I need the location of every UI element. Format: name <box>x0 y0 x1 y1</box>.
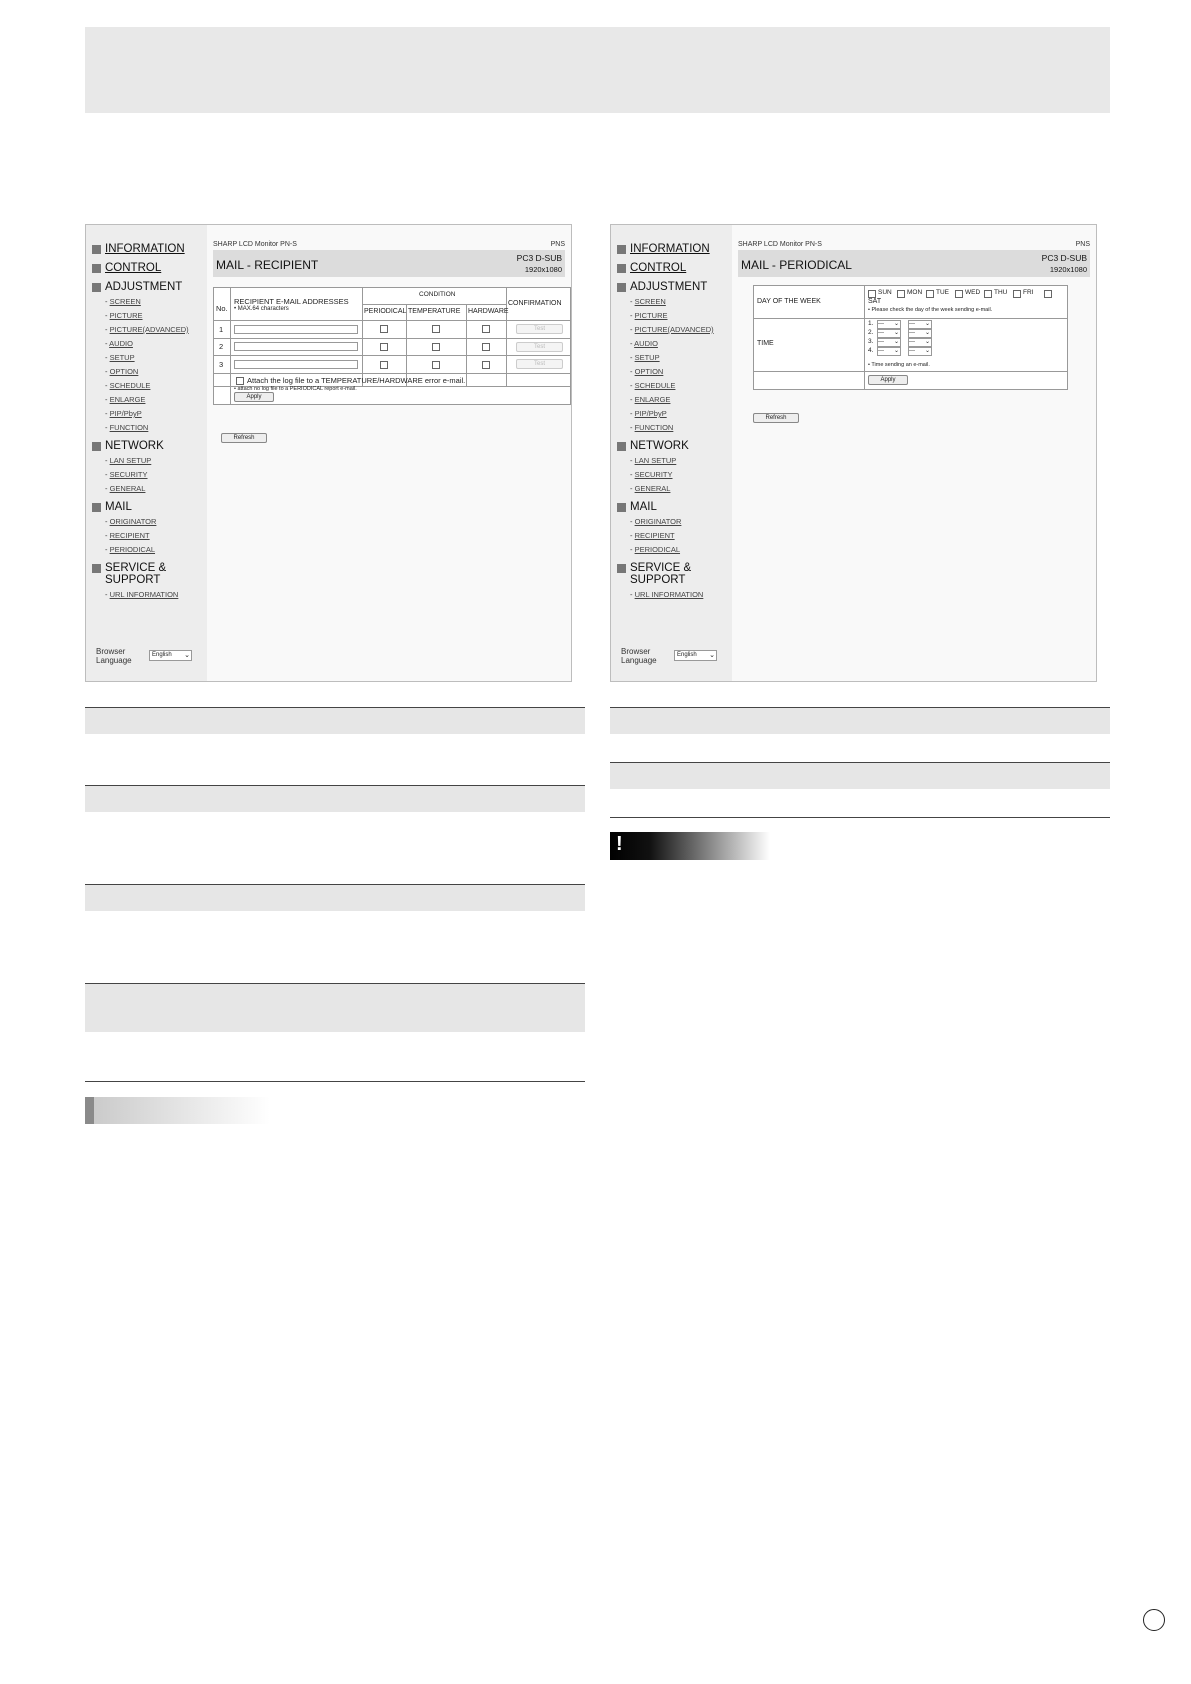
sidebar-item-link[interactable]: ENLARGE <box>109 395 146 404</box>
sidebar-item[interactable]: - LAN SETUP <box>105 456 152 465</box>
sidebar-item[interactable]: - ENLARGE <box>630 395 671 404</box>
sidebar-section <box>617 501 729 513</box>
chevron-down-icon: ⌄ <box>893 339 899 345</box>
sidebar-item[interactable]: - PICTURE(ADVANCED) <box>105 325 189 334</box>
sidebar-item-link[interactable]: LAN SETUP <box>634 456 677 465</box>
sidebar-item[interactable]: - SECURITY <box>105 470 148 479</box>
sidebar-item-link[interactable]: RECIPIENT <box>634 531 675 540</box>
square-bullet-icon <box>617 564 626 573</box>
col-temperature: TEMPERATURE <box>408 308 461 315</box>
sidebar-item[interactable]: - GENERAL <box>630 484 671 493</box>
row-number: 2 <box>219 342 224 351</box>
section-band <box>610 763 1110 789</box>
apply-button[interactable]: Apply <box>234 392 274 402</box>
sidebar-item[interactable]: - SETUP <box>630 353 660 362</box>
model-name: SHARP LCD Monitor PN-S <box>738 241 822 248</box>
sidebar-item[interactable]: - OPTION <box>630 367 664 376</box>
periodical-screenshot <box>610 224 1097 682</box>
square-bullet-icon <box>617 264 626 273</box>
sidebar-item[interactable]: - ORIGINATOR <box>630 517 682 526</box>
section-rule <box>85 1081 585 1082</box>
recipient-address-input[interactable] <box>234 360 358 369</box>
model-short: PNS <box>550 241 565 248</box>
sidebar-section[interactable] <box>92 262 204 274</box>
attach-log-label: Attach the log file to a TEMPERATURE/HARDWARE error e-mail. <box>247 376 466 385</box>
sidebar-section <box>92 440 204 452</box>
browser-language-label: Browser Language <box>96 647 132 665</box>
sidebar-item-link[interactable]: PIP/PbyP <box>634 409 667 418</box>
day-sat-label: SAT <box>868 298 882 305</box>
model-name: SHARP LCD Monitor PN-S <box>213 241 297 248</box>
sidebar-item[interactable]: - SCREEN <box>630 297 666 306</box>
time-row-number: 3. <box>868 338 874 345</box>
row-number: 1 <box>219 325 224 334</box>
sidebar-item[interactable]: - RECIPIENT <box>105 531 150 540</box>
sidebar-section-label[interactable]: CONTROL <box>630 262 687 274</box>
sidebar-item-link[interactable]: OPTION <box>634 367 664 376</box>
sidebar-section <box>92 562 204 586</box>
hardware-checkbox[interactable] <box>482 325 490 333</box>
apply-button[interactable]: Apply <box>868 375 908 385</box>
recipient-table <box>213 287 571 405</box>
day-checkbox[interactable] <box>926 290 934 298</box>
col-confirmation: CONFIRMATION <box>508 300 562 307</box>
sidebar-item-link[interactable]: URL INFORMATION <box>109 590 179 599</box>
sidebar-item-link[interactable]: AUDIO <box>634 339 658 348</box>
input-label: PC3 D-SUB <box>516 253 562 263</box>
square-bullet-icon <box>92 442 101 451</box>
sidebar-item-link[interactable]: SETUP <box>634 353 660 362</box>
exclamation-icon: ! <box>616 833 623 855</box>
hour-select[interactable]: --- ⌄ <box>878 330 899 336</box>
sidebar-item[interactable]: - FUNCTION <box>630 423 674 432</box>
sidebar-item-link[interactable]: PICTURE(ADVANCED) <box>634 325 714 334</box>
day-label: FRI <box>1023 289 1034 296</box>
periodical-checkbox[interactable] <box>380 325 388 333</box>
chevron-down-icon: ⌄ <box>924 339 930 345</box>
hardware-checkbox[interactable] <box>482 361 490 369</box>
minute-select[interactable]: --- ⌄ <box>909 330 930 336</box>
sidebar-item-link[interactable]: OPTION <box>109 367 139 376</box>
time-label: TIME <box>757 340 774 347</box>
day-label: MON <box>907 289 923 296</box>
sidebar-item[interactable]: - AUDIO <box>630 339 658 348</box>
sidebar-section-label[interactable]: CONTROL <box>105 262 162 274</box>
resolution-label: 1920x1080 <box>524 265 562 274</box>
refresh-button[interactable]: Refresh <box>753 413 799 423</box>
hour-select[interactable]: --- ⌄ <box>878 339 899 345</box>
chevron-down-icon: ⌄ <box>924 348 930 354</box>
sidebar-item[interactable]: - LAN SETUP <box>630 456 677 465</box>
sidebar-item-link[interactable]: SETUP <box>109 353 135 362</box>
sidebar-item-link[interactable]: URL INFORMATION <box>634 590 704 599</box>
sidebar-item[interactable]: - URL INFORMATION <box>630 590 704 599</box>
chevron-down-icon: ⌄ <box>924 321 930 327</box>
temperature-checkbox[interactable] <box>432 343 440 351</box>
sidebar-nav <box>617 243 729 600</box>
square-bullet-icon <box>92 283 101 292</box>
chevron-down-icon: ⌄ <box>924 330 930 336</box>
day-checkbox[interactable] <box>868 290 876 298</box>
col-no: No. <box>216 304 228 313</box>
sidebar <box>611 225 732 681</box>
sidebar-section[interactable] <box>617 243 729 255</box>
note-header-band <box>85 1097 270 1124</box>
sidebar-section-label: NETWORK <box>630 440 689 452</box>
day-label: TUE <box>936 289 949 296</box>
periodical-main <box>732 225 1096 681</box>
minute-select[interactable]: --- ⌄ <box>909 339 930 345</box>
section-band <box>610 708 1110 734</box>
col-condition: CONDITION <box>419 291 456 298</box>
sidebar-item-link[interactable]: FUNCTION <box>109 423 149 432</box>
sidebar-item-link[interactable]: PIP/PbyP <box>109 409 142 418</box>
hour-select[interactable]: --- ⌄ <box>878 321 899 327</box>
sidebar-item-link[interactable]: PERIODICAL <box>109 545 156 554</box>
sidebar-item[interactable]: - SCHEDULE <box>105 381 151 390</box>
sidebar-item[interactable]: - FUNCTION <box>105 423 149 432</box>
sidebar-section <box>617 562 729 586</box>
chevron-down-icon: ⌄ <box>184 652 190 659</box>
page-title-bar <box>738 250 1090 277</box>
sidebar-item[interactable]: - SCREEN <box>105 297 141 306</box>
sidebar-section-label: MAIL <box>105 501 132 513</box>
temperature-checkbox[interactable] <box>432 325 440 333</box>
sidebar-item-link[interactable]: ORIGINATOR <box>109 517 157 526</box>
col-hardware: HARDWARE <box>468 308 509 315</box>
day-note: • Please check the day of the week sending e-mail. <box>868 307 993 313</box>
sidebar-item[interactable]: - ORIGINATOR <box>105 517 157 526</box>
sidebar-item-link[interactable]: SCHEDULE <box>109 381 151 390</box>
chevron-down-icon: ⌄ <box>893 348 899 354</box>
refresh-button[interactable]: Refresh <box>221 433 267 443</box>
sidebar-section-label: ADJUSTMENT <box>630 281 708 293</box>
sidebar-item[interactable]: - RECIPIENT <box>630 531 675 540</box>
resolution-label: 1920x1080 <box>1049 265 1087 274</box>
col-addresses-note: • MAX.64 characters <box>234 306 289 312</box>
test-button[interactable]: Test <box>516 324 563 334</box>
sidebar <box>86 225 207 681</box>
sidebar-item[interactable]: - URL INFORMATION <box>105 590 179 599</box>
sidebar-item[interactable]: - SECURITY <box>630 470 673 479</box>
sidebar-section <box>617 440 729 452</box>
sidebar-item-link[interactable]: GENERAL <box>109 484 146 493</box>
sidebar-section-label[interactable]: INFORMATION <box>630 243 710 255</box>
time-row-number: 1. <box>868 320 874 327</box>
day-of-week-label: DAY OF THE WEEK <box>757 298 821 305</box>
language-select[interactable]: English ⌄ <box>149 650 192 661</box>
recipient-screenshot <box>85 224 572 682</box>
square-bullet-icon <box>617 245 626 254</box>
minute-select[interactable]: --- ⌄ <box>909 348 930 354</box>
sidebar-section-label: SERVICE & SUPPORT <box>105 562 167 586</box>
col-addresses: RECIPIENT E-MAIL ADDRESSES <box>234 297 349 306</box>
sidebar-item-link[interactable]: SECURITY <box>109 470 148 479</box>
section-rule <box>610 817 1110 818</box>
sidebar-section-label: SERVICE & SUPPORT <box>630 562 692 586</box>
col-periodical: PERIODICAL <box>364 308 407 315</box>
sidebar-item[interactable]: - PIP/PbyP <box>630 409 667 418</box>
chevron-down-icon: ⌄ <box>709 652 715 659</box>
page-title-bar <box>213 250 565 277</box>
browser-language-label: Browser Language <box>621 647 657 665</box>
sidebar-item-link[interactable]: GENERAL <box>634 484 671 493</box>
recipient-address-input[interactable] <box>234 325 358 334</box>
sidebar-item-link[interactable]: PICTURE(ADVANCED) <box>109 325 189 334</box>
periodical-checkbox[interactable] <box>380 361 388 369</box>
caution-header-band <box>610 832 770 860</box>
sidebar-section[interactable] <box>92 243 204 255</box>
day-checkboxes <box>868 289 1064 298</box>
sidebar-item[interactable]: - ENLARGE <box>105 395 146 404</box>
sidebar-section-label: MAIL <box>630 501 657 513</box>
day-label: WED <box>965 289 981 296</box>
chevron-down-icon: ⌄ <box>893 330 899 336</box>
time-note: • Time sending an e-mail. <box>868 362 930 368</box>
model-short: PNS <box>1075 241 1090 248</box>
section-band <box>85 984 585 1032</box>
section-band <box>85 786 585 812</box>
sidebar-item-link[interactable]: SECURITY <box>634 470 673 479</box>
test-button[interactable]: Test <box>516 342 563 352</box>
square-bullet-icon <box>92 564 101 573</box>
sidebar-item[interactable]: - AUDIO <box>105 339 133 348</box>
chevron-down-icon: ⌄ <box>893 321 899 327</box>
recipient-address-input[interactable] <box>234 342 358 351</box>
square-bullet-icon <box>92 264 101 273</box>
sidebar-item-link[interactable]: ORIGINATOR <box>634 517 682 526</box>
input-label: PC3 D-SUB <box>1041 253 1087 263</box>
attach-log-checkbox[interactable] <box>236 377 244 385</box>
row-number: 3 <box>219 360 224 369</box>
periodical-table <box>753 285 1068 390</box>
square-bullet-icon <box>617 442 626 451</box>
sidebar-item[interactable]: - PERIODICAL <box>105 545 156 554</box>
day-checkbox[interactable] <box>1044 290 1052 298</box>
section-band <box>85 885 585 911</box>
sidebar-item-link[interactable]: PICTURE <box>634 311 668 320</box>
sidebar-item-link[interactable]: FUNCTION <box>634 423 674 432</box>
sidebar-item-link[interactable]: SCREEN <box>109 297 141 306</box>
sidebar-section-label: NETWORK <box>105 440 164 452</box>
sidebar-item-link[interactable]: LAN SETUP <box>109 456 152 465</box>
square-bullet-icon <box>617 503 626 512</box>
hardware-checkbox[interactable] <box>482 343 490 351</box>
day-checkbox[interactable] <box>955 290 963 298</box>
page-title: MAIL - RECIPIENT <box>216 258 319 272</box>
page-marker-circle <box>1143 1609 1165 1631</box>
sidebar-item-link[interactable]: PERIODICAL <box>634 545 681 554</box>
recipient-main <box>207 225 571 681</box>
sidebar-section-label: ADJUSTMENT <box>105 281 183 293</box>
header-band <box>85 27 1110 113</box>
day-checkbox[interactable] <box>984 290 992 298</box>
sidebar-item-link[interactable]: SCHEDULE <box>634 381 676 390</box>
sidebar-item-link[interactable]: ENLARGE <box>634 395 671 404</box>
sidebar-item[interactable]: - PICTURE(ADVANCED) <box>630 325 714 334</box>
sidebar-section <box>92 281 204 293</box>
page-title: MAIL - PERIODICAL <box>741 258 852 272</box>
minute-select[interactable]: --- ⌄ <box>909 321 930 327</box>
time-selectors <box>868 320 948 360</box>
sidebar-section[interactable] <box>617 262 729 274</box>
sidebar-item[interactable]: - PIP/PbyP <box>105 409 142 418</box>
temperature-checkbox[interactable] <box>432 361 440 369</box>
sidebar-item[interactable]: - PICTURE <box>630 311 668 320</box>
square-bullet-icon <box>92 245 101 254</box>
day-label: THU <box>994 289 1008 296</box>
periodical-checkbox[interactable] <box>380 343 388 351</box>
sidebar-section <box>92 501 204 513</box>
section-band <box>85 708 585 734</box>
sidebar-section-label[interactable]: INFORMATION <box>105 243 185 255</box>
hour-select[interactable]: --- ⌄ <box>878 348 899 354</box>
sidebar-item-link[interactable]: AUDIO <box>109 339 133 348</box>
sidebar-item[interactable]: - PICTURE <box>105 311 143 320</box>
sidebar-item-link[interactable]: RECIPIENT <box>109 531 150 540</box>
sidebar-item[interactable]: - SETUP <box>105 353 135 362</box>
test-button[interactable]: Test <box>516 359 563 369</box>
sidebar-item[interactable]: - OPTION <box>105 367 139 376</box>
attach-log-note: • attach no log file to a PERIODICAL report e-mail. <box>234 386 357 392</box>
sidebar-item-link[interactable]: PICTURE <box>109 311 143 320</box>
time-row-number: 2. <box>868 329 874 336</box>
square-bullet-icon <box>617 283 626 292</box>
sidebar-section <box>617 281 729 293</box>
day-label: SUN <box>878 289 892 296</box>
day-checkbox[interactable] <box>897 290 905 298</box>
square-bullet-icon <box>92 503 101 512</box>
sidebar-nav <box>92 243 204 600</box>
sidebar-item[interactable]: - SCHEDULE <box>630 381 676 390</box>
language-select[interactable]: English ⌄ <box>674 650 717 661</box>
sidebar-item[interactable]: - PERIODICAL <box>630 545 681 554</box>
day-checkbox[interactable] <box>1013 290 1021 298</box>
sidebar-item-link[interactable]: SCREEN <box>634 297 666 306</box>
sidebar-item[interactable]: - GENERAL <box>105 484 146 493</box>
time-row-number: 4. <box>868 347 874 354</box>
